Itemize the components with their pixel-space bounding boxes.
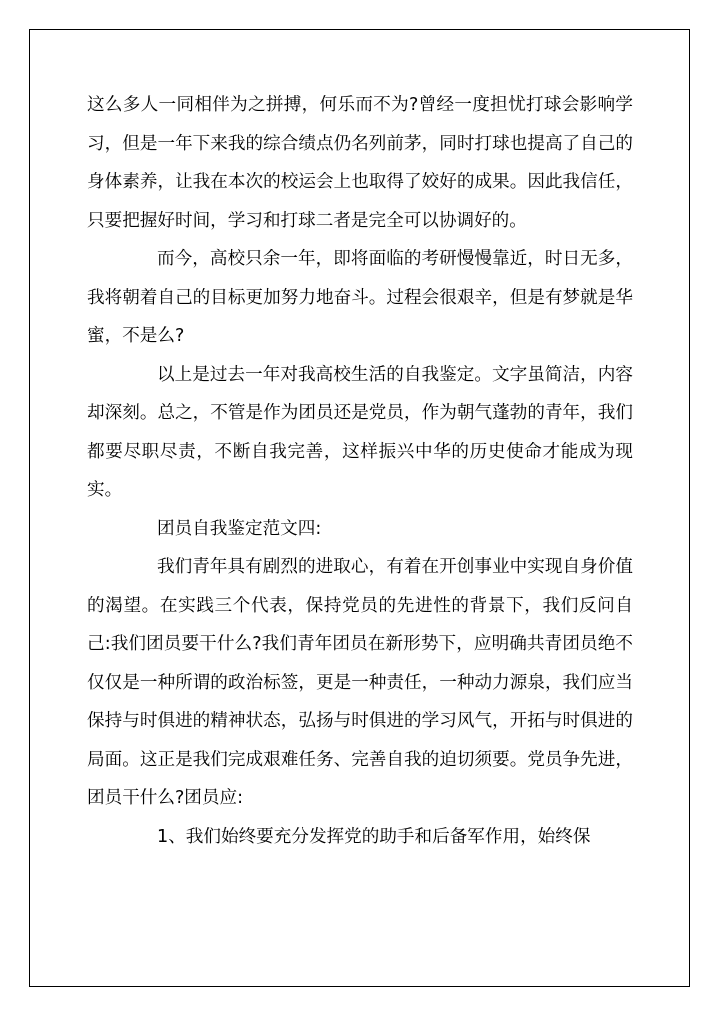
section-heading: 团员自我鉴定范文四: [157,518,322,539]
paragraph-1: 这么多人一同相伴为之拼搏，何乐而不为?曾经一度担忧打球会影响学习，但是一年下来我的综合绩点仍名列前茅，同时打球也提高了自己的身体素养，让我在本次的校运会上也取得了姣好的成果。因此我信任，只要把握好时间，学习和打球二者是完全可以协调好的。 [87,95,633,231]
paragraph-4: 我们青年具有剧烈的进取心，有着在开创事业中实现自身价值的渴望。在实践三个代表，保持党员的先进性的背景下，我们反问自己:我们团员要干什么?我们青年团员在新形势下，应明确共青团员绝不仅仅是一种所谓的政治标签，更是一种责任，一种动力源泉，我们应当保持与时俱进的精神状态，弘扬与时俱进的学习风气，开拓与时俱进的局面。这正是我们完成艰难任务、完善自我的迫切须要。党员争先进，团员干什么?团员应: [87,557,633,808]
paragraph-2: 而今，高校只余一年，即将面临的考研慢慢靠近，时日无多，我将朝着自己的目标更加努力地奋斗。过程会很艰辛，但是有梦就是华蜜，不是么? [87,249,633,346]
document-body [87,86,633,856]
paragraph-5: 1、我们始终要充分发挥党的助手和后备军作用，始终保 [157,826,591,847]
paragraph-3: 以上是过去一年对我高校生活的自我鉴定。文字虽简洁，内容却深刻。总之，不管是作为团员还是党员，作为朝气蓬勃的青年，我们都要尽职尽责，不断自我完善，这样振兴中华的历史使命才能成为现实。 [87,364,633,500]
